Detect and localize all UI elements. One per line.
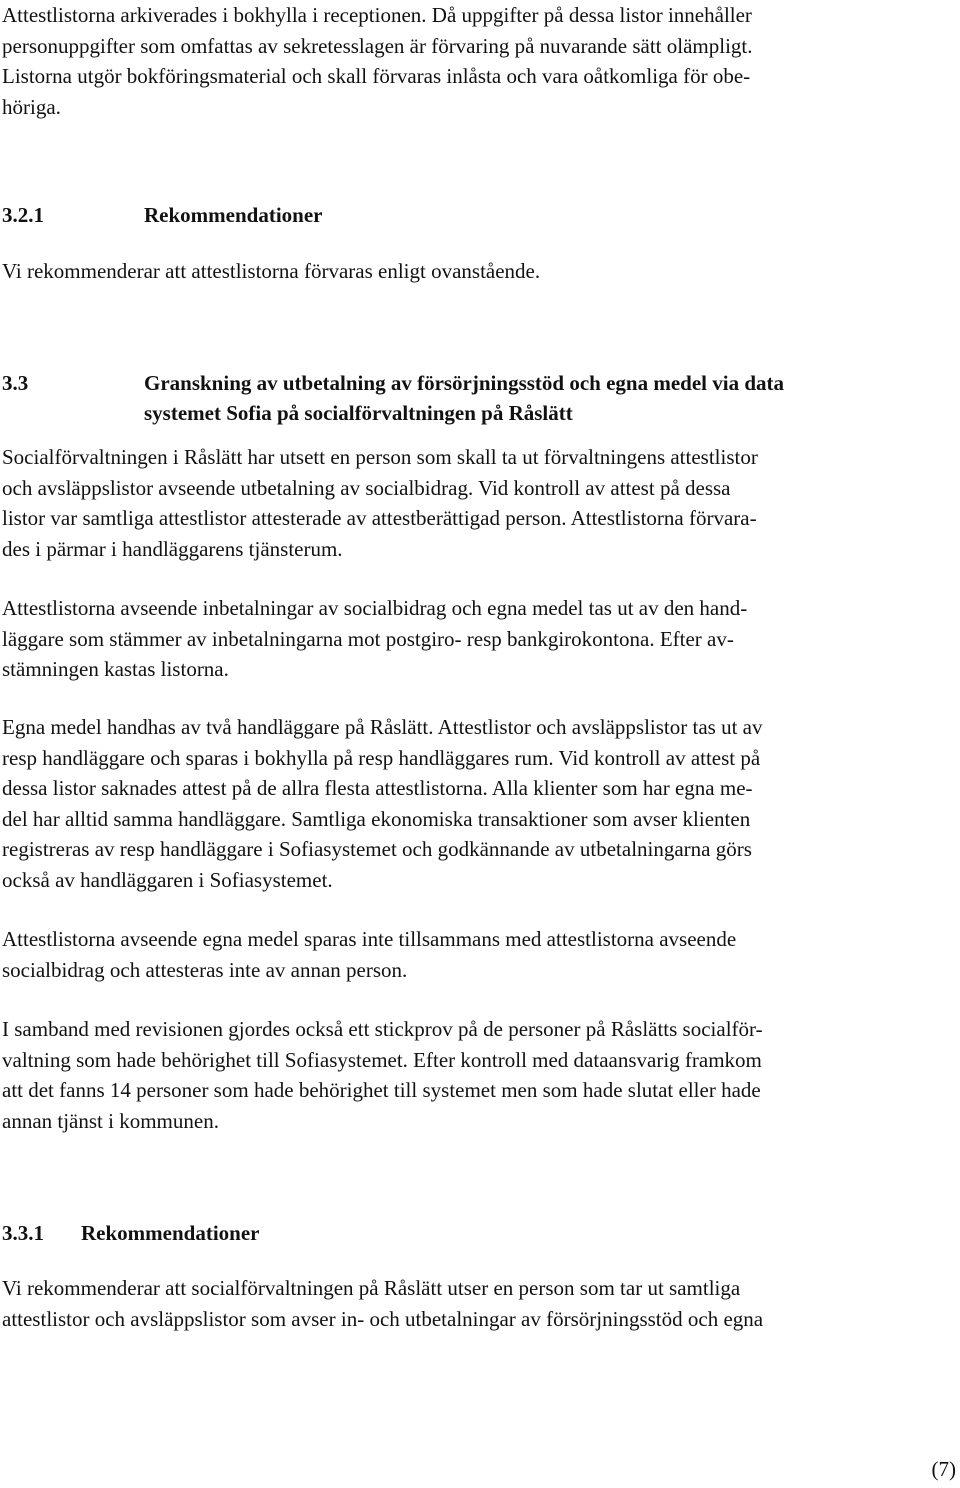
section-number: 3.3.1: [2, 1221, 44, 1245]
heading-3-3-1: [2, 1218, 956, 1248]
text-line: Attestlistorna avseende egna medel sparas inte tillsammans med attestlistorna avseende: [2, 927, 737, 951]
text-line: personuppgifter som omfattas av sekretesslagen är förvaring på nuvarande sätt olämpligt.: [2, 33, 753, 58]
text-line: registreras av resp handläggare i Sofiasystemet och godkännande av utbetalningarna görs: [2, 837, 752, 861]
recommendation-3-2-1: [2, 256, 540, 287]
text-line: socialbidrag och attesteras inte av annan person.: [2, 957, 408, 982]
section-title: Rekommendationer: [81, 1221, 260, 1245]
text-line: Attestlistorna avseende inbetalningar av socialbidrag och egna medel tas ut av den hand-: [2, 596, 748, 620]
page-number: (7): [931, 1457, 956, 1481]
text-line: höriga.: [2, 94, 61, 119]
text-line: annan tjänst i kommunen.: [2, 1108, 219, 1133]
text-line: läggare som stämmer av inbetalningarna mot postgiro- resp bankgirokontona. Efter av-: [2, 626, 734, 651]
text-line: stämningen kastas listorna.: [2, 657, 229, 681]
text-line: och avsläppslistor avseende utbetalning av socialbidrag. Vid kontroll av attest på dessa: [2, 475, 731, 500]
section-title: Rekommendationer: [144, 203, 323, 227]
text-line: del har alltid samma handläggare. Samtliga ekonomiska transaktioner som avser klienten: [2, 806, 751, 831]
text-line: des i pärmar i handläggarens tjänsterum.: [2, 536, 343, 561]
text-line: att det fanns 14 personer som hade behörighet till systemet men som hade slutat eller hade: [2, 1078, 761, 1102]
text-line: Vi rekommenderar att socialförvaltningen på Råslätt utser en person som tar ut samtliga: [2, 1276, 741, 1300]
intro-paragraph: [2, 0, 753, 122]
paragraph-3-3-b: [2, 593, 747, 685]
text-line: I samband med revisionen gjordes också ett stickprov på de personer på Råslätts socialför-: [2, 1017, 763, 1041]
paragraph-3-3-c: [2, 712, 762, 895]
text-line: Socialförvaltningen i Råslätt har utsett en person som skall ta ut förvaltningens attestlistor: [2, 445, 758, 469]
section-title-line: Granskning av utbetalning av försörjningsstöd och egna medel via data: [144, 371, 784, 395]
text-line: valtning som hade behörighet till Sofiasystemet. Efter kontroll med dataansvarig framkom: [2, 1047, 762, 1072]
section-number: 3.3: [2, 371, 29, 395]
text-line: Attestlistorna arkiverades i bokhylla i receptionen. Då uppgifter på dessa listor innehåller: [2, 3, 752, 27]
text-line: attestlistor och avsläppslistor som avser in- och utbetalningar av försörjningsstöd och egna: [2, 1306, 764, 1331]
text-line: resp handläggare och sparas i bokhylla på resp handläggares rum. Vid kontroll av attest på: [2, 745, 761, 770]
text-line: Listorna utgör bokföringsmaterial och skall förvaras inlåsta och vara oåtkomliga för obe-: [2, 64, 751, 88]
paragraph-3-3-d: [2, 924, 736, 985]
text-line: också av handläggaren i Sofiasystemet.: [2, 867, 333, 892]
text-line: listor var samtliga attestlistor attesterade av attestberättigad person. Attestlistorna förvara-: [2, 506, 757, 530]
heading-3-3: [2, 368, 956, 428]
section-number: 3.2.1: [2, 203, 44, 227]
text-line: dessa listor saknades attest på de allra flesta attestlistorna. Alla klienter som har egna me-: [2, 776, 753, 800]
text-line: Egna medel handhas av två handläggare på Råslätt. Attestlistor och avsläppslistor tas ut av: [2, 715, 763, 739]
heading-3-2-1: [2, 200, 956, 230]
text-line: Vi rekommenderar att attestlistorna förvaras enligt ovanstående.: [2, 259, 541, 283]
recommendation-3-3-1: [2, 1273, 763, 1334]
paragraph-3-3-a: [2, 442, 758, 564]
paragraph-3-3-e: [2, 1014, 763, 1136]
section-title-line: systemet Sofia på socialförvaltningen på Råslätt: [144, 401, 573, 425]
